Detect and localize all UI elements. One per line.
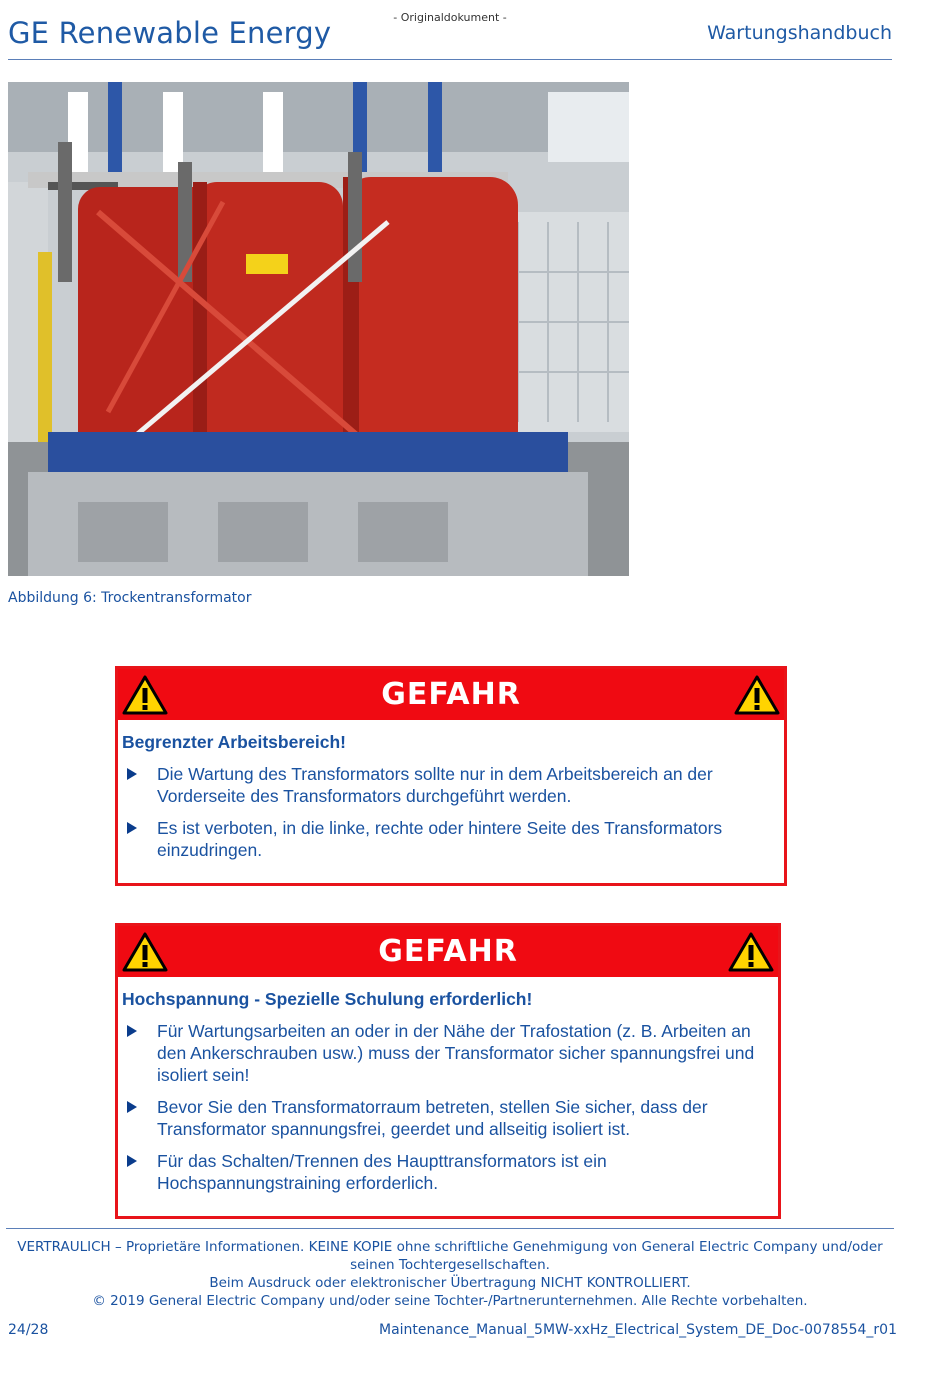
bullet-arrow-icon [127,768,137,780]
danger-header [118,669,784,720]
footer-copyright: © 2019 General Electric Company und/oder seine Tochter-/Partnerunternehmen. Alle Rechte vorbehalten. [92,1293,808,1309]
bullet-text: Für Wartungsarbeiten an oder in der Nähe der Trafostation (z. B. Arbeiten an den Ankerschrauben usw.) muss der Transformator sicher spannungsfrei und isoliert sein! [157,1021,755,1085]
danger-title: GEFAHR [381,677,521,712]
header-divider [8,59,892,60]
footer-divider [6,1228,894,1229]
manual-title: Wartungshandbuch [707,22,892,44]
bullet-arrow-icon [127,822,137,834]
bullet-text: Für das Schalten/Trennen des Haupttransformators ist ein Hochspannungstraining erforderlich. [157,1151,607,1193]
danger-subtitle: Begrenzter Arbeitsbereich! [122,732,346,752]
figure-caption: Abbildung 6: Trockentransformator [8,590,252,606]
bullet-text: Die Wartung des Transformators sollte nur in dem Arbeitsbereich an der Vorderseite des Transformators durchgeführt werden. [157,764,713,806]
warning-triangle-icon [734,674,780,716]
bullet-arrow-icon [127,1025,137,1037]
danger-bullet [122,817,776,861]
danger-header [118,926,778,977]
danger-title: GEFAHR [378,934,518,969]
danger-bullet [122,1150,770,1194]
danger-box-work-area [115,666,787,886]
danger-bullet [122,1020,770,1086]
bullet-text: Es ist verboten, in die linke, rechte oder hintere Seite des Transformators einzudringen. [157,818,723,860]
danger-box-high-voltage [115,923,781,1219]
bullet-arrow-icon [127,1155,137,1167]
danger-bullet [122,763,776,807]
bullet-arrow-icon [127,1101,137,1113]
document-id: Maintenance_Manual_5MW-xxHz_Electrical_System_DE_Doc-0078554_r01 [379,1322,897,1338]
original-document-label: - Originaldokument - [393,11,507,24]
footer-confidential: VERTRAULICH – Proprietäre Informationen. KEINE KOPIE ohne schriftliche Genehmigung von General Electric Company und/oder [17,1239,883,1255]
danger-subtitle: Hochspannung - Spezielle Schulung erforderlich! [122,989,533,1009]
danger-bullet [122,1096,770,1140]
footer-uncontrolled: Beim Ausdruck oder elektronischer Übertragung NICHT KONTROLLIERT. [209,1275,691,1291]
brand-name: GE Renewable Energy [8,16,332,50]
bullet-text: Bevor Sie den Transformatorraum betreten, stellen Sie sicher, dass der Transformator spannungsfrei, geerdet und allseitig isoliert ist. [157,1097,708,1139]
footer-confidential-cont: seinen Tochtergesellschaften. [350,1257,550,1273]
transformer-photo [8,82,629,576]
warning-triangle-icon [728,931,774,973]
page-number: 24/28 [8,1322,49,1338]
